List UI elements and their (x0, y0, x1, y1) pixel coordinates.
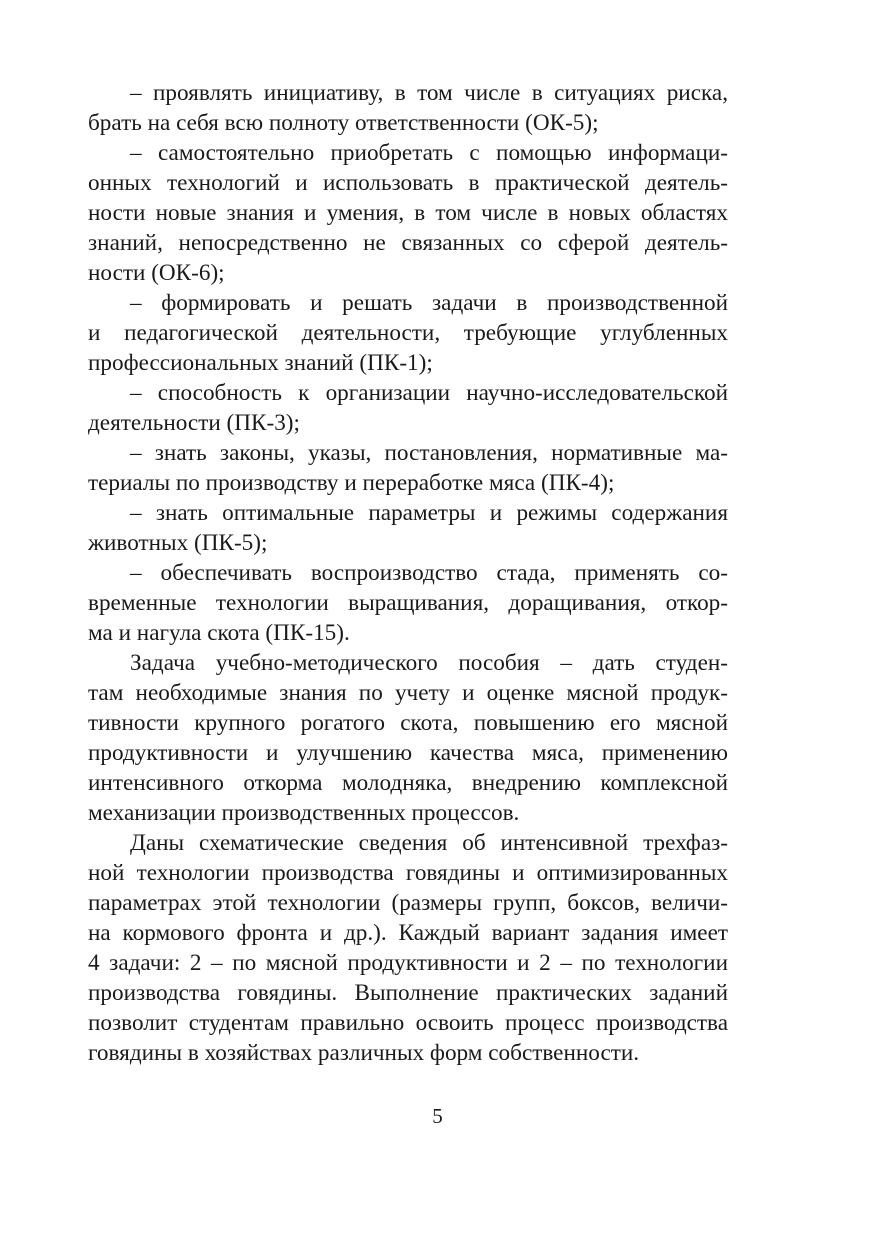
text-line: ности (ОК-6); (88, 260, 225, 286)
text-line: на кормового фронта и др.). Каждый вариант задания имеет (88, 920, 728, 946)
text-line: ности новые знания и умения, в том числе в новых областях (88, 200, 728, 226)
text-line: профессиональных знаний (ПК-1); (88, 350, 433, 376)
page-number: 5 (432, 1104, 443, 1128)
paragraph-ok5 (88, 78, 728, 138)
paragraph-ok6 (88, 138, 728, 288)
paragraph-pk15 (88, 558, 728, 648)
text-line: ма и нагула скота (ПК-15). (88, 620, 350, 646)
text-line: интенсивного откорма молодняка, внедрению комплексной (88, 770, 728, 796)
text-line: временные технологии выращивания, доращивания, откор- (88, 590, 728, 616)
paragraph-pk3 (88, 378, 728, 438)
paragraph-pk4 (88, 438, 728, 498)
text-line: Даны схематические сведения об интенсивной трехфаз- (130, 830, 728, 856)
text-line: брать на себя всю полноту ответственности (ОК-5); (88, 110, 599, 136)
text-line: знаний, непосредственно не связанных со сферой деятель- (88, 230, 728, 256)
text-line: параметрах этой технологии (размеры групп, боксов, величи- (88, 890, 728, 916)
text-line: Задача учебно-методического пособия – дать студен- (130, 650, 728, 676)
text-line: механизации производственных процессов. (88, 800, 520, 826)
text-line: говядины в хозяйствах различных форм собственности. (88, 1040, 640, 1066)
text-line: – знать законы, указы, постановления, нормативные ма- (130, 440, 728, 466)
text-line: – самостоятельно приобретать с помощью информаци- (130, 140, 728, 166)
text-line: деятельности (ПК-3); (88, 410, 300, 436)
text-line: – проявлять инициативу, в том числе в ситуациях риска, (130, 80, 728, 106)
text-line: животных (ПК-5); (88, 530, 268, 556)
text-line: производства говядины. Выполнение практических заданий (88, 980, 728, 1006)
text-line: и педагогической деятельности, требующие углубленных (88, 320, 728, 346)
text-line: ной технологии производства говядины и оптимизированных (88, 860, 728, 886)
text-line: – способность к организации научно-исследовательской (130, 380, 728, 406)
text-line: – формировать и решать задачи в производственной (130, 290, 728, 316)
text-line: 4 задачи: 2 – по мясной продуктивности и 2 – по технологии (88, 950, 728, 976)
paragraph-pk5 (88, 498, 728, 558)
page-body (88, 78, 728, 1068)
text-line: тивности крупного рогатого скота, повышению его мясной (88, 710, 728, 736)
text-line: – обеспечивать воспроизводство стада, применять со- (130, 560, 728, 586)
text-line: онных технологий и использовать в практической деятель- (88, 170, 728, 196)
text-line: позволит студентам правильно освоить процесс производства (88, 1010, 728, 1036)
paragraph-pk1 (88, 288, 728, 378)
text-line: там необходимые знания по учету и оценке мясной продук- (88, 680, 728, 706)
paragraph-technology (88, 828, 728, 1068)
text-line: териалы по производству и переработке мяса (ПК-4); (88, 470, 615, 496)
paragraph-task (88, 648, 728, 828)
text-line: – знать оптимальные параметры и режимы содержания (130, 500, 728, 526)
text-line: продуктивности и улучшению качества мяса, применению (88, 740, 728, 766)
